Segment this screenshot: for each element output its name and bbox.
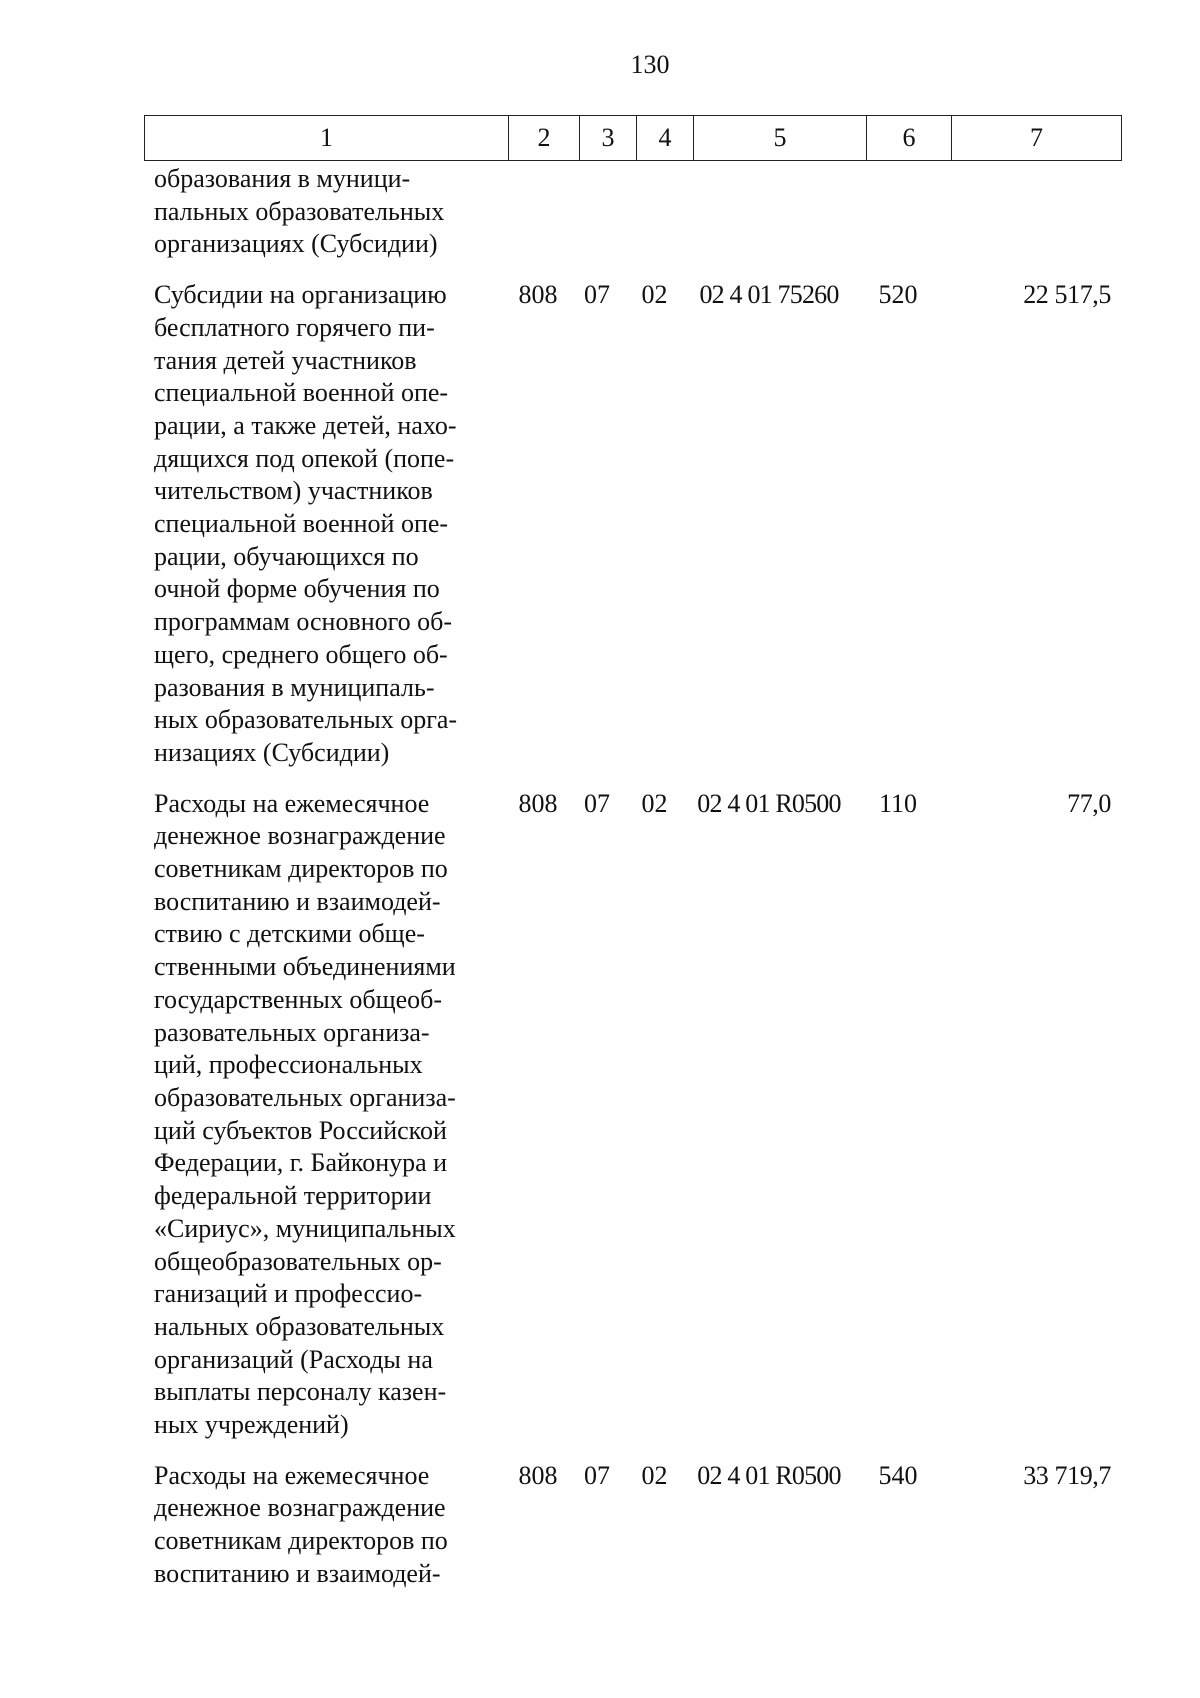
header-col-7: 7 [952, 116, 1122, 161]
description-line: ствию с детскими обще- [154, 919, 425, 949]
description-line: специальной военной опе- [154, 378, 449, 408]
header-col-5: 5 [694, 116, 867, 161]
section-code: 07 [584, 1460, 610, 1490]
description-line: разования в муниципаль- [154, 672, 435, 702]
header-col-4: 4 [637, 116, 694, 161]
description-line: воспитанию и взаимодей- [154, 1558, 441, 1588]
page-number: 130 [630, 50, 670, 79]
description-line: ных образовательных орга- [154, 705, 458, 735]
ministry-code: 808 [518, 1460, 558, 1490]
description-line: программам основного об- [154, 607, 453, 637]
description-line: тания детей участников [154, 345, 417, 375]
section-code: 07 [584, 280, 610, 310]
description-line: ций субъектов Российской [154, 1115, 447, 1145]
table-body [144, 163, 1121, 1609]
ministry-code: 808 [518, 280, 558, 310]
description-line: Субсидии на организацию [154, 280, 447, 310]
description-line: выплаты персоналу казен- [154, 1377, 447, 1407]
row-description [144, 788, 485, 1442]
description-line: ганизаций и профессио- [154, 1279, 423, 1309]
header-col-2: 2 [509, 116, 580, 161]
amount: 22 517,5 [1023, 280, 1111, 310]
description-line: Расходы на ежемесячное [154, 788, 430, 818]
row-description [144, 1460, 485, 1591]
expense-type-code: 520 [878, 280, 918, 310]
table-row [144, 279, 1121, 770]
description-line: воспитанию и взаимодей- [154, 886, 441, 916]
description-line: специальной военной опе- [154, 509, 449, 539]
description-line: очной форме обучения по [154, 574, 440, 604]
description-line: бесплатного горячего пи- [154, 312, 435, 342]
description-line: пальных образовательных [154, 196, 445, 226]
description-line: советникам директоров по [154, 1526, 448, 1556]
description-line: денежное вознаграждение [154, 821, 446, 851]
section-code: 07 [584, 788, 610, 818]
description-line: общеобразовательных ор- [154, 1246, 442, 1276]
description-line: рации, обучающихся по [154, 541, 419, 571]
description-line: дящихся под опекой (попе- [154, 443, 455, 473]
description-line: Расходы на ежемесячное [154, 1460, 430, 1490]
target-article-code: 02 4 01 R0500 [697, 788, 841, 818]
description-line: образовательных организа- [154, 1082, 456, 1112]
description-line: ственными объединениями [154, 952, 456, 982]
description-line: рации, а также детей, нахо- [154, 410, 457, 440]
description-line: Федерации, г. Байконура и [154, 1148, 448, 1178]
table-header [144, 115, 1122, 161]
subsection-code: 02 [641, 280, 668, 310]
target-article-code: 02 4 01 75260 [699, 280, 839, 310]
description-line: образования в муници- [154, 164, 411, 193]
description-line: государственных общеоб- [154, 984, 443, 1014]
header-row [145, 116, 1122, 161]
header-col-3: 3 [580, 116, 637, 161]
expense-type-code: 110 [878, 788, 918, 818]
subsection-code: 02 [641, 788, 668, 818]
table-row [144, 163, 1121, 261]
ministry-code: 808 [518, 788, 558, 818]
description-line: ций, профессиональных [154, 1050, 423, 1080]
description-line: денежное вознаграждение [154, 1493, 446, 1523]
amount: 77,0 [1067, 788, 1111, 818]
header-col-6: 6 [867, 116, 952, 161]
amount: 33 719,7 [1023, 1460, 1111, 1490]
target-article-code: 02 4 01 R0500 [697, 1460, 841, 1490]
row-description [144, 163, 485, 261]
description-line: организациях (Субсидии) [154, 229, 438, 259]
description-line: советникам директоров по [154, 854, 448, 884]
description-line: ных учреждений) [154, 1410, 349, 1440]
table-row [144, 1460, 1121, 1591]
description-line: «Сириус», муниципальных [154, 1213, 456, 1243]
subsection-code: 02 [641, 1460, 668, 1490]
description-line: нальных образовательных [154, 1311, 445, 1341]
description-line: организаций (Расходы на [154, 1344, 433, 1374]
expense-type-code: 540 [878, 1460, 918, 1490]
description-line: щего, среднего общего об- [154, 639, 448, 669]
row-description [144, 279, 485, 770]
description-line: разовательных организа- [154, 1017, 430, 1047]
header-col-1: 1 [145, 116, 509, 161]
description-line: федеральной территории [154, 1181, 432, 1211]
description-line: низациях (Субсидии) [154, 737, 390, 767]
table-row [144, 788, 1121, 1442]
description-line: чительством) участников [154, 476, 433, 506]
